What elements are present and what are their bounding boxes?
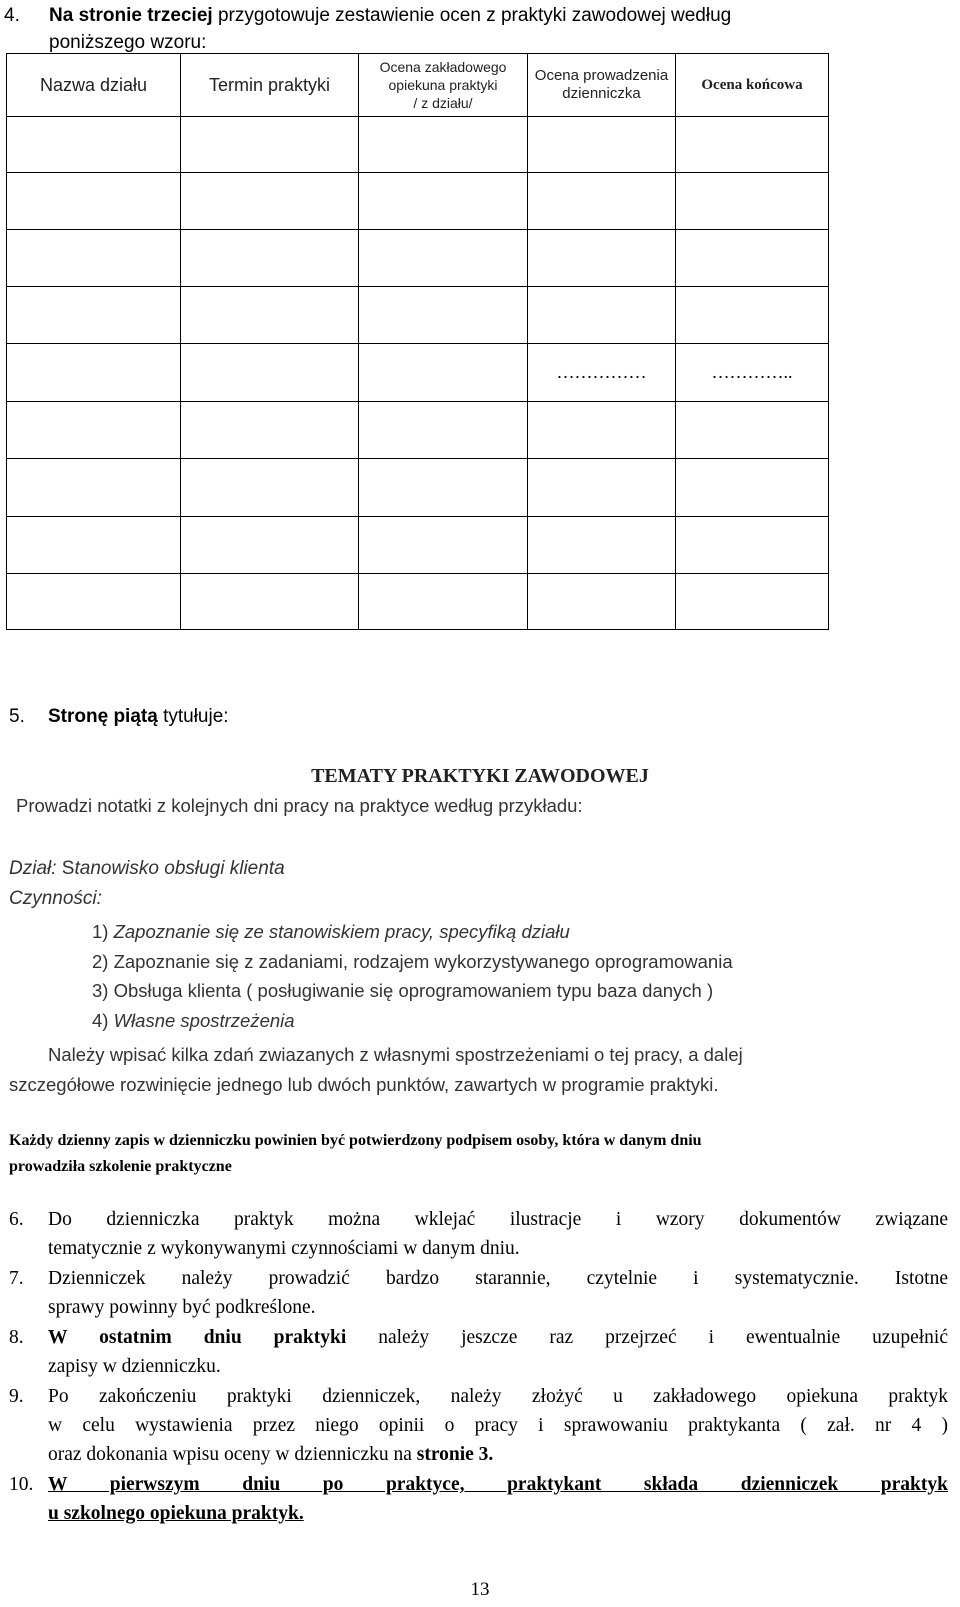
note-line-2: szczegółowe rozwinięcie jednego lub dwóch punktów, zawartych w programie praktyki. (9, 1074, 719, 1095)
section-5-intro: Prowadzi notatki z kolejnych dni pracy na praktyce według przykładu: (16, 795, 583, 816)
grades-table-header-row (7, 54, 829, 117)
final-grade-dots: ………….. (676, 344, 829, 402)
bold-note-line-1: Każdy dzienny zapis w dzienniczku powinien być potwierdzony podpisem osoby, która w danym dniu (9, 1132, 702, 1149)
section-4-number: 4. (4, 5, 20, 26)
journal-grade-dots: …………… (528, 344, 676, 402)
activities-label: Czynności: (9, 888, 102, 909)
header-department: Nazwa działu (7, 54, 181, 117)
department-line (9, 857, 285, 881)
section-4-lead: Na stronie trzeciej (49, 5, 213, 26)
grades-table (6, 53, 829, 630)
list-item: 3) Obsługa klienta ( posługiwanie się oprogramowaniem typu baza danych ) (92, 980, 714, 1001)
page-number: 13 (470, 1579, 490, 1600)
section-4-line2: poniższego wzoru: (49, 32, 207, 53)
section-5-lead: Stronę piątą (48, 706, 158, 727)
list-item: 1) Zapoznanie się ze stanowiskiem pracy, specyfiką działu (92, 921, 570, 942)
section-5-heading (9, 705, 229, 728)
header-journal-grade: Ocena prowadzenia dzienniczka (528, 54, 676, 117)
department-label: Dział: (9, 858, 62, 879)
bold-note-line-2: prowadziła szkolenie praktyczne (9, 1158, 232, 1175)
section-5-text: tytułuje: (157, 706, 229, 727)
table-row (7, 173, 829, 230)
list-item: 2) Zapoznanie się z zadaniami, rodzajem wykorzystywanego oprogramowania (92, 950, 733, 972)
department-value: tanowisko obsługi klienta (74, 858, 285, 879)
section-5-title: TEMATY PRAKTYKI ZAWODOWEJ (311, 765, 649, 787)
department-value-initial: S (61, 858, 75, 879)
table-row (7, 287, 829, 344)
table-row (7, 230, 829, 287)
header-final-grade: Ocena końcowa (676, 54, 829, 117)
activities-list (92, 917, 733, 1035)
list-item: 4) Własne spostrzeżenia (92, 1009, 295, 1031)
table-row (7, 459, 829, 517)
header-supervisor-grade: Ocena zakładowego opiekuna praktyki / z działu/ (359, 54, 528, 117)
section-4-heading (4, 4, 732, 27)
table-row (7, 402, 829, 459)
table-row (7, 574, 829, 630)
section-4-text: przygotowuje zestawienie ocen z praktyki zawodowej według (212, 5, 732, 26)
section-5-number: 5. (9, 706, 25, 727)
table-row (7, 517, 829, 574)
table-row (7, 117, 829, 173)
note-line-1: Należy wpisać kilka zdań zwiazanych z własnymi spostrzeżeniami o tej pracy, a dalej (48, 1044, 743, 1065)
table-row (7, 344, 829, 402)
header-period: Termin praktyki (181, 54, 359, 117)
